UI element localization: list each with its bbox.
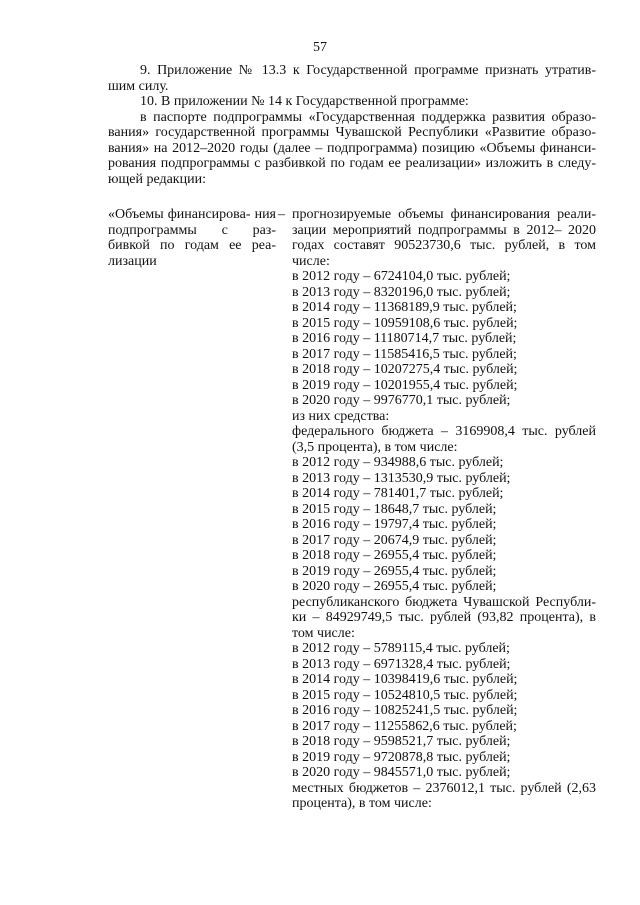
paragraph-line: 10. В приложении № 14 к Государственной программе: xyxy=(140,94,469,109)
list-item: в 2012 году – 934988,6 тыс. рублей; xyxy=(292,455,504,470)
passport-financing xyxy=(292,207,596,812)
sources-label: из них средства: xyxy=(292,408,390,424)
list-item: в 2019 году – 10201955,4 тыс. рублей; xyxy=(292,377,518,393)
list-item: в 2018 году – 26955,4 тыс. рублей; xyxy=(292,548,497,563)
list-item: в 2017 году – 11255862,6 тыс. рублей; xyxy=(292,718,517,734)
page-number: 57 xyxy=(313,40,327,55)
list-item: в 2013 году – 8320196,0 тыс. рублей; xyxy=(292,284,511,300)
list-item: в 2019 году – 9720878,8 тыс. рублей; xyxy=(292,749,511,765)
federal-budget-intro: федерального бюджета – 3169908,4 тыс. рублей (3,5 процента), в том числе: xyxy=(292,424,596,455)
list-item: в 2015 году – 18648,7 тыс. рублей; xyxy=(292,501,497,517)
total-financing-intro: прогнозируемые объемы финансирования реали- зации мероприятий подпрограммы в 2012– 2020 годах составят 90523730,6 тыс. рублей, в том числе: xyxy=(292,207,596,269)
passport-position xyxy=(108,207,596,847)
paragraph-item-9 xyxy=(108,63,596,94)
list-item: в 2018 году – 10207275,4 тыс. рублей; xyxy=(292,362,518,377)
list-item: в 2020 году – 9845571,0 тыс. рублей; xyxy=(292,765,511,780)
list-item: в 2016 году – 19797,4 тыс. рублей; xyxy=(292,517,497,532)
paragraph-line: шим силу. xyxy=(108,78,169,94)
list-item: в 2020 году – 26955,4 тыс. рублей; xyxy=(292,579,497,594)
passport-label: «Объемы финансирова- ния подпрограммы с раз- бивкой по годам ее реа- лизации xyxy=(108,207,276,269)
paragraph-passport-instruction xyxy=(108,110,596,188)
total-years-list xyxy=(292,269,596,409)
list-item: в 2020 году – 9976770,1 тыс. рублей; xyxy=(292,393,511,408)
list-item: в 2015 году – 10524810,5 тыс. рублей; xyxy=(292,687,518,703)
list-item: в 2014 году – 11368189,9 тыс. рублей; xyxy=(292,300,517,315)
intro-paragraphs xyxy=(108,63,596,187)
republic-budget-intro: республиканского бюджета Чувашской Республи- ки – 84929749,5 тыс. рублей (93,82 процента), в том числе: xyxy=(292,594,596,641)
list-item: в 2019 году – 26955,4 тыс. рублей; xyxy=(292,563,497,579)
list-item: в 2012 году – 6724104,0 тыс. рублей; xyxy=(292,269,511,284)
list-item: в 2013 году – 1313530,9 тыс. рублей; xyxy=(292,470,511,486)
list-item: в 2014 году – 10398419,6 тыс. рублей; xyxy=(292,672,518,687)
list-item: в 2016 году – 10825241,5 тыс. рублей; xyxy=(292,703,518,718)
list-item: в 2015 году – 10959108,6 тыс. рублей; xyxy=(292,315,518,331)
list-item: в 2014 году – 781401,7 тыс. рублей; xyxy=(292,486,504,501)
paragraph-line: вания» государственной программы Чувашской Республики «Развитие образо- xyxy=(108,125,596,140)
paragraph-line: вания» на 2012–2020 годы (далее – подпрограмма) позицию «Объемы финанси- xyxy=(108,140,596,156)
paragraph-line: рования подпрограммы с разбивкой по годам ее реализации» изложить в следу- xyxy=(108,156,596,171)
list-item: в 2017 году – 20674,9 тыс. рублей; xyxy=(292,532,497,548)
list-item: в 2016 году – 11180714,7 тыс. рублей; xyxy=(292,331,517,346)
paragraph-line: 9. Приложение № 13.3 к Государственной программе признать утратив- xyxy=(140,63,596,78)
local-budget-intro: местных бюджетов – 2376012,1 тыс. рублей (2,63 процента), в том числе: xyxy=(292,780,596,811)
federal-years-list xyxy=(292,455,596,595)
list-item: в 2017 году – 11585416,5 тыс. рублей; xyxy=(292,346,517,362)
passport-dash: – xyxy=(278,207,285,222)
list-item: в 2013 году – 6971328,4 тыс. рублей; xyxy=(292,656,511,672)
list-item: в 2012 году – 5789115,4 тыс. рублей; xyxy=(292,641,510,656)
paragraph-line: в паспорте подпрограммы «Государственная поддержка развития образо- xyxy=(140,109,596,125)
paragraph-line: ющей редакции: xyxy=(108,171,206,187)
list-item: в 2018 году – 9598521,7 тыс. рублей; xyxy=(292,734,511,749)
paragraph-item-10 xyxy=(108,94,596,110)
republic-years-list xyxy=(292,641,596,781)
